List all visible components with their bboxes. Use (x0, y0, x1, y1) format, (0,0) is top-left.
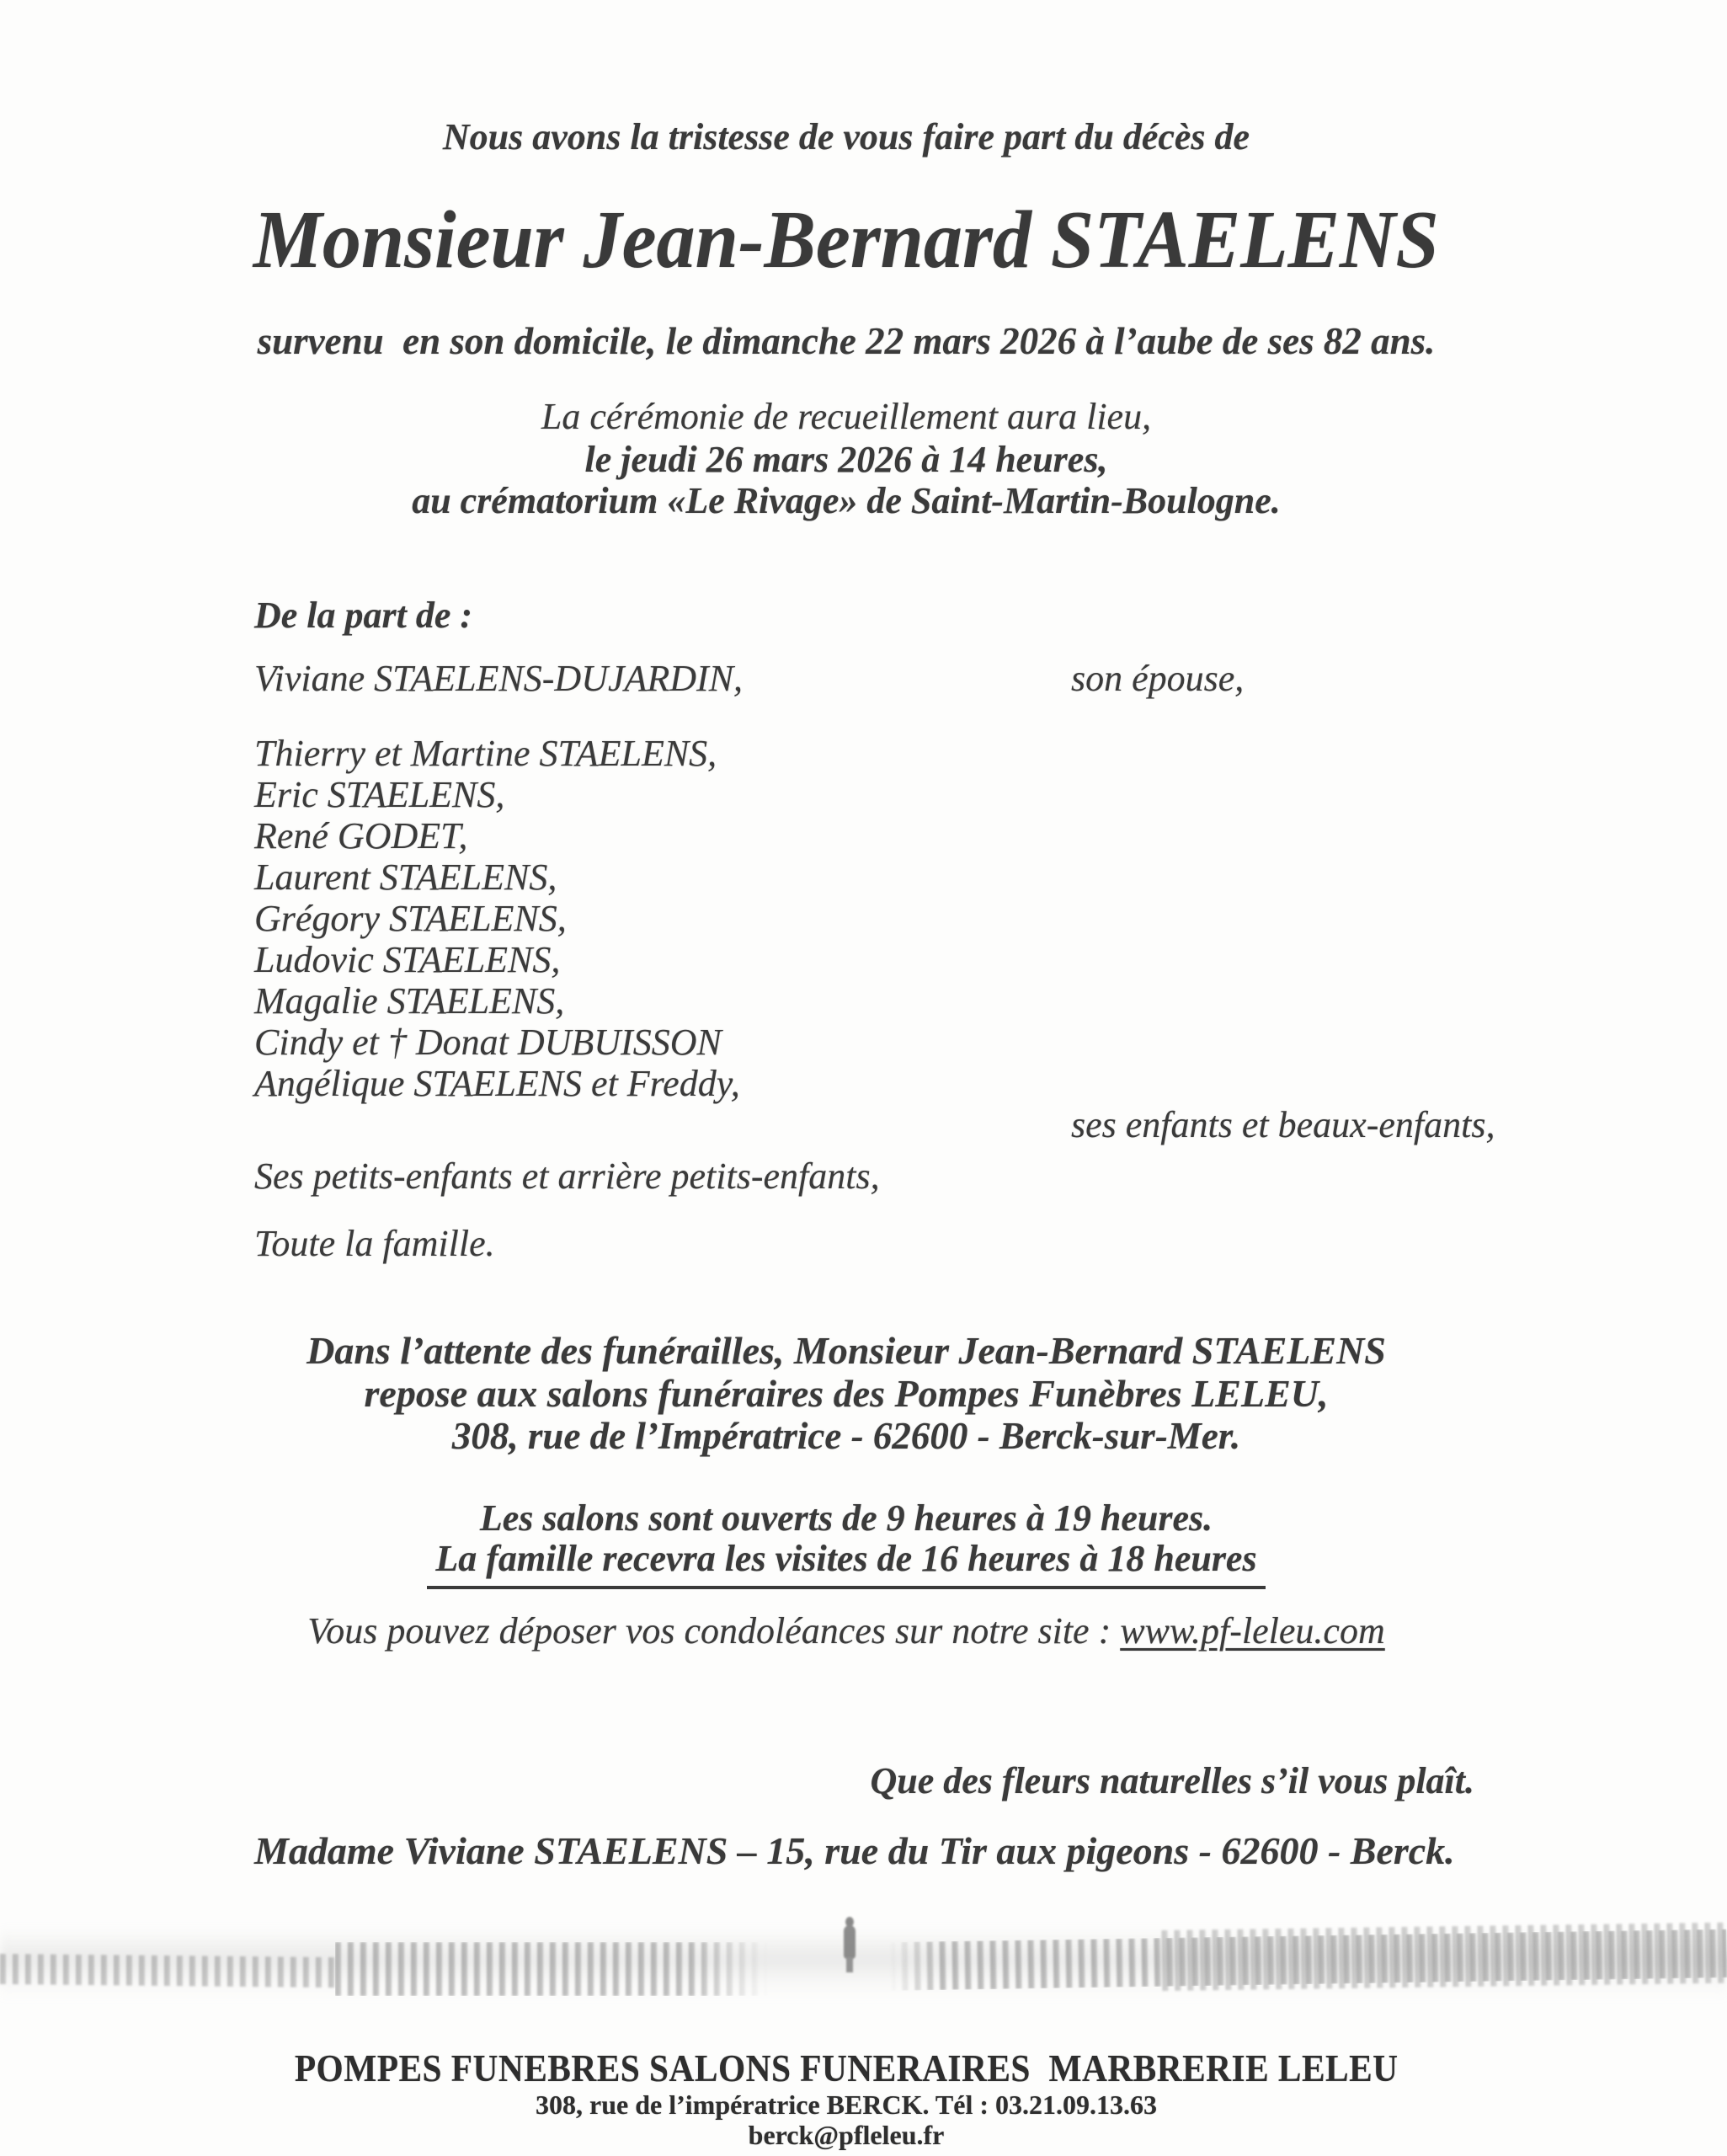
silhouette-legs (846, 1957, 853, 1972)
deceased-name-title (0, 195, 1692, 286)
footer-company-text: POMPES FUNEBRES SALONS FUNERAIRES MARBRERIE LELEU (294, 2047, 1399, 2089)
spouse-relation: son épouse, (1071, 658, 1245, 699)
child-name-7: Magalie STAELENS, (254, 980, 565, 1022)
condolences-text: Vous pouvez déposer vos condoléances sur notre site : (307, 1610, 1121, 1652)
fence-posts-left (0, 1954, 335, 1988)
child-name-6: Ludovic STAELENS, (254, 939, 561, 980)
repose-line-1: Dans l’attente des funérailles, Monsieur Jean-Bernard STAELENS (306, 1329, 1386, 1372)
salon-hours-line: Les salons sont ouverts de 9 heures à 19 heures. (479, 1497, 1213, 1539)
condolences-line (0, 1610, 1692, 1652)
grandchildren-line: Ses petits-enfants et arrière petits-enfants, (254, 1155, 880, 1197)
child-name-3: René GODET, (254, 815, 468, 857)
spouse-name: Viviane STAELENS-DUJARDIN, (254, 658, 744, 699)
footer-address-line: 308, rue de l’impératrice BERCK. Tél : 03.21.09.13.63 (536, 2089, 1157, 2120)
footer-company-line (0, 2047, 1692, 2090)
child-name-1: Thierry et Martine STAELENS, (254, 733, 717, 774)
repose-line-3: 308, rue de l’Impératrice - 62600 - Berck-sur-Mer. (451, 1415, 1241, 1457)
repose-line-2: repose aux salons funéraires des Pompes Funèbres LELEU, (364, 1372, 1329, 1415)
child-name-4: Laurent STAELENS, (254, 857, 557, 898)
death-notice-line: survenu en son domicile, le dimanche 22 mars 2026 à l’aube de ses 82 ans. (257, 320, 1436, 362)
intro-line: Nous avons la tristesse de vous faire part du décès de (442, 116, 1250, 157)
fence-posts-far-right (1161, 1923, 1727, 1991)
person-silhouette (842, 1917, 857, 1972)
ceremony-line-1: La cérémonie de recueillement aura lieu, (541, 396, 1152, 437)
flowers-line: Que des fleurs naturelles s’il vous plaît. (870, 1760, 1474, 1801)
visit-hours-line (0, 1538, 1692, 1589)
ceremony-line-2: le jeudi 26 mars 2026 à 14 heures, (584, 439, 1108, 480)
family-line: Toute la famille. (254, 1223, 495, 1264)
ceremony-line-3: au crématorium «Le Rivage» de Saint-Martin-Boulogne. (412, 480, 1281, 521)
from-label: De la part de : (254, 595, 473, 636)
child-name-9: Angélique STAELENS et Freddy, (254, 1063, 740, 1104)
deceased-name-text: Monsieur Jean-Bernard STAELENS (253, 195, 1439, 286)
child-name-2: Eric STAELENS, (254, 774, 505, 815)
beach-photo (0, 1905, 1727, 2052)
child-name-8: Cindy et † Donat DUBUISSON (254, 1022, 722, 1063)
visit-hours-text: La famille recevra les visites de 16 heures à 18 heures (427, 1538, 1265, 1589)
children-relation: ses enfants et beaux-enfants, (1071, 1104, 1495, 1145)
child-name-5: Grégory STAELENS, (254, 898, 567, 939)
condolences-url: www.pf-leleu.com (1120, 1610, 1385, 1652)
fence-posts-middle (335, 1942, 769, 1996)
footer-email-line: berck@pfleleu.fr (748, 2120, 945, 2150)
silhouette-body (844, 1925, 856, 1959)
contact-address-line: Madame Viviane STAELENS – 15, rue du Tir aux pigeons - 62600 - Berck. (254, 1829, 1455, 1872)
